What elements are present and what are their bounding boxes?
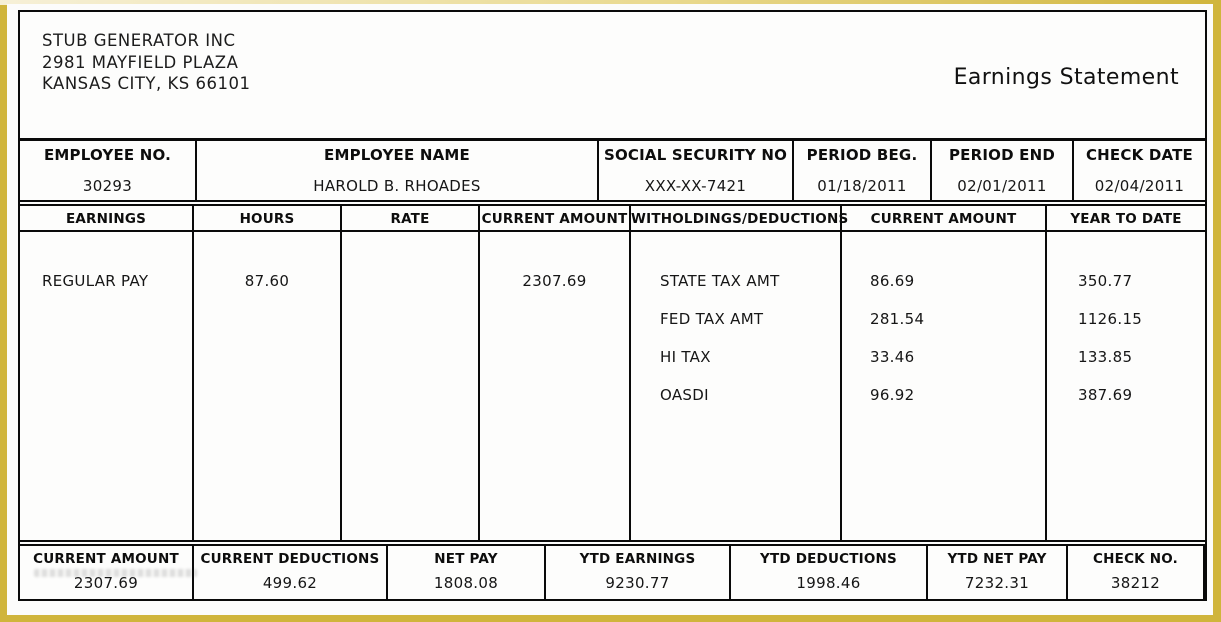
document-header <box>20 12 1205 138</box>
summary-check-no-value: 38212 <box>1110 574 1161 592</box>
summary-ytd-deductions-label: YTD DEDUCTIONS <box>760 551 897 567</box>
hours-header: HOURS <box>194 206 342 230</box>
current-amount-column <box>480 232 631 540</box>
period-beg-cell <box>794 141 932 200</box>
summary-net-pay-value: 1808.08 <box>433 574 499 592</box>
summary-net-pay-cell <box>388 546 546 599</box>
earnings-row-current-amount: 2307.69 <box>522 272 587 290</box>
employee-name-value: HAROLD B. RHOADES <box>313 177 481 195</box>
company-address-line1: 2981 MAYFIELD PLAZA <box>42 52 239 72</box>
summary-net-pay-label: NET PAY <box>434 551 498 567</box>
summary-current-amount-cell <box>20 546 194 599</box>
deduction-row-ytd: 387.69 <box>1078 386 1133 404</box>
rate-column <box>342 232 480 540</box>
deduction-row-ytd: 1126.15 <box>1078 310 1143 328</box>
deduction-row-name: HI TAX <box>660 348 711 366</box>
social-security-cell <box>599 141 794 200</box>
employee-no-label: EMPLOYEE NO. <box>43 146 172 164</box>
paystub-document <box>18 10 1207 601</box>
rate-header: RATE <box>342 206 480 230</box>
period-end-cell <box>932 141 1074 200</box>
summary-ytd-deductions-value: 1998.46 <box>796 574 861 592</box>
employee-name-label: EMPLOYEE NAME <box>324 146 470 164</box>
hours-column <box>194 232 342 540</box>
summary-current-deductions-cell <box>194 546 388 599</box>
witholdings-deductions-header: WITHOLDINGS/DEDUCTIONS <box>631 206 842 230</box>
employee-name-cell <box>197 141 599 200</box>
deduction-row-current-amount: 33.46 <box>870 348 915 366</box>
summary-check-no-cell <box>1068 546 1205 599</box>
earnings-row-name: REGULAR PAY <box>42 272 149 290</box>
summary-ytd-deductions-cell <box>731 546 928 599</box>
deduction-row-ytd: 133.85 <box>1078 348 1133 366</box>
employee-no-value: 30293 <box>82 177 133 195</box>
company-address-line2: KANSAS CITY, KS 66101 <box>42 74 251 93</box>
earnings-row-hours: 87.60 <box>244 272 290 290</box>
earnings-row-rate <box>342 272 478 310</box>
employee-no-cell <box>20 141 197 200</box>
summary-ytd-net-pay-label: YTD NET PAY <box>947 551 1047 567</box>
check-date-value: 02/04/2011 <box>1094 177 1185 195</box>
employee-info-table <box>20 138 1205 202</box>
check-date-cell <box>1074 141 1205 200</box>
deduction-row-name: STATE TAX AMT <box>660 272 780 290</box>
social-security-label: SOCIAL SECURITY NO <box>603 146 788 164</box>
summary-current-deductions-value: 499.62 <box>262 574 318 592</box>
deduction-row-ytd: 350.77 <box>1078 272 1133 290</box>
check-date-label: CHECK DATE <box>1085 146 1194 164</box>
paystub-page <box>7 4 1213 615</box>
earnings-name-column <box>20 232 194 540</box>
period-beg-label: PERIOD BEG. <box>806 146 918 164</box>
deduction-name-column <box>631 232 842 540</box>
summary-ytd-net-pay-cell <box>928 546 1068 599</box>
deduction-row-current-amount: 96.92 <box>870 386 915 404</box>
period-beg-value: 01/18/2011 <box>817 177 907 195</box>
period-end-label: PERIOD END <box>948 146 1056 164</box>
earnings-header: EARNINGS <box>20 206 194 230</box>
summary-current-deductions-label: CURRENT DEDUCTIONS <box>200 551 380 567</box>
summary-current-amount-label: CURRENT AMOUNT <box>33 551 179 567</box>
document-title: Earnings Statement <box>953 65 1179 90</box>
deduction-row-current-amount: 281.54 <box>870 310 925 328</box>
social-security-value: XXX-XX-7421 <box>644 177 747 195</box>
earnings-table-header <box>20 206 1205 232</box>
deduction-row-name: OASDI <box>660 386 709 404</box>
summary-ytd-net-pay-value: 7232.31 <box>964 574 1030 592</box>
summary-check-no-label: CHECK NO. <box>1093 551 1178 567</box>
earnings-deductions-table <box>20 204 1205 542</box>
deduction-current-amount-column <box>842 232 1047 540</box>
current-amount-header: CURRENT AMOUNT <box>480 206 631 230</box>
period-end-value: 02/01/2011 <box>957 177 1047 195</box>
earnings-table-body <box>20 232 1205 540</box>
summary-current-amount-value: 2307.69 <box>73 574 139 592</box>
deduction-row-current-amount: 86.69 <box>870 272 915 290</box>
year-to-date-header: YEAR TO DATE <box>1070 211 1182 227</box>
summary-table <box>20 544 1205 599</box>
deduction-current-amount-header: CURRENT AMOUNT <box>842 206 1047 230</box>
summary-ytd-earnings-value: 9230.77 <box>605 574 670 592</box>
summary-ytd-earnings-cell <box>546 546 731 599</box>
year-to-date-column <box>1047 232 1205 540</box>
summary-ytd-earnings-label: YTD EARNINGS <box>579 551 696 567</box>
company-name: STUB GENERATOR INC <box>42 31 236 50</box>
deduction-row-name: FED TAX AMT <box>660 310 764 328</box>
